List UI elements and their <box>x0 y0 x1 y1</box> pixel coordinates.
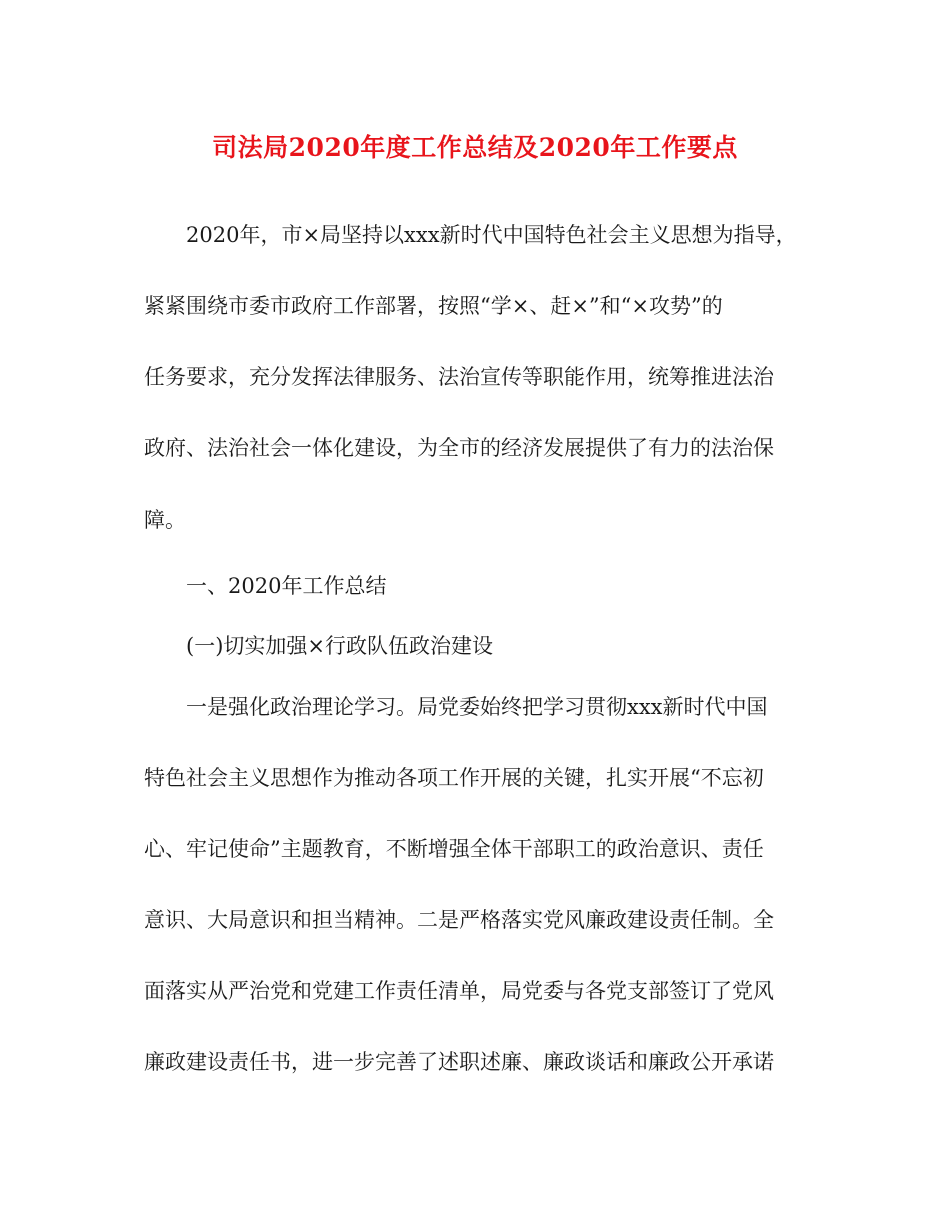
section-heading: 一、2020年工作总结 <box>186 574 387 598</box>
paragraph-line: 特色社会主义思想作为推动各项工作开展的关键，扎实开展“不忘初 <box>144 766 764 790</box>
subsection-heading: (一)切实加强×行政队伍政治建设 <box>186 634 493 658</box>
paragraph-line: 障。 <box>144 508 186 532</box>
paragraph-line: 廉政建设责任书，进一步完善了述职述廉、廉政谈话和廉政公开承诺 <box>144 1050 774 1074</box>
paragraph-line: 面落实从严治党和党建工作责任清单，局党委与各党支部签订了党风 <box>144 979 774 1003</box>
document-title: 司法局2020年度工作总结及2020年工作要点 <box>212 133 738 162</box>
paragraph-line: 任务要求，充分发挥法律服务、法治宣传等职能作用，统筹推进法治 <box>144 365 774 389</box>
paragraph-line: 一是强化政治理论学习。局党委始终把学习贯彻xxx新时代中国 <box>186 695 768 719</box>
paragraph-line: 政府、法治社会一体化建设，为全市的经济发展提供了有力的法治保 <box>144 436 774 460</box>
paragraph-line: 2020年，市×局坚持以xxx新时代中国特色社会主义思想为指导， <box>186 223 797 247</box>
paragraph-line: 意识、大局意识和担当精神。二是严格落实党风廉政建设责任制。全 <box>144 908 774 932</box>
paragraph-line: 心、牢记使命”主题教育，不断增强全体干部职工的政治意识、责任 <box>144 837 764 861</box>
paragraph-line: 紧紧围绕市委市政府工作部署，按照“学×、赶×”和“×攻势”的 <box>144 294 723 318</box>
